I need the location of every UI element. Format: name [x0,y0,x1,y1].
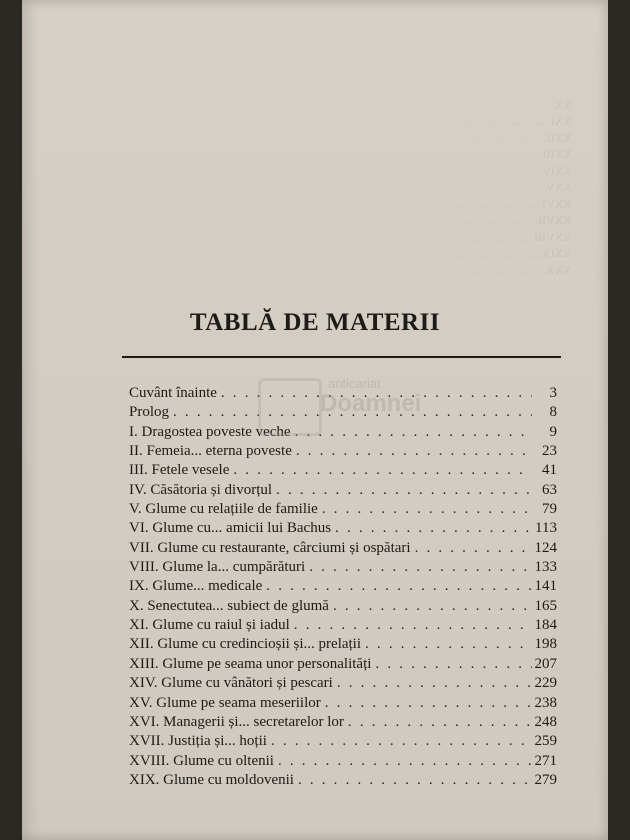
dot-leader [333,598,532,615]
toc-entry-page-number: 141 [534,578,557,595]
toc-entry-title: XIII. Glume pe seama unor personalități [129,655,372,672]
toc-entry-title: XV. Glume pe seama meseriilor [129,694,321,711]
toc-entry [129,617,557,636]
toc-entry-title: XVI. Managerii și... secretarelor lor [129,713,344,730]
toc-entry [129,462,557,481]
toc-entry-page-number: 23 [542,443,557,460]
toc-entry [129,424,557,443]
toc-entry-title: XII. Glume cu credincioșii și... prelații [129,636,362,653]
toc-entry-page-number: 165 [534,597,557,614]
toc-entry-page-number: 207 [534,655,557,672]
toc-entry-page-number: 229 [534,675,557,692]
toc-entry-page-number: 63 [542,481,557,498]
dot-leader [337,675,532,692]
toc-entry-page-number: 279 [534,771,557,788]
toc-entry [129,656,557,675]
toc-entry-page-number: 238 [534,694,557,711]
toc-entry [129,753,557,772]
toc-entry-title: XI. Glume cu raiul și iadul [129,617,290,634]
toc-entry [129,578,557,597]
toc-entry-title: XIX. Glume cu moldovenii [129,771,294,788]
toc-entry-title: IV. Căsătoria și divorțul [129,481,273,498]
dot-leader [415,540,532,557]
toc-entry-title: XIV. Glume cu vânători și pescari [129,675,333,692]
dot-leader [271,733,532,750]
toc-entry [129,772,557,791]
toc-entry [129,733,557,752]
watermark-top-text: anticariat [328,376,381,391]
show-through-text: XX. . . . . . . . . . . . . . . . XXI. . . . . . . . . . . . . . . . XXII. . . . . . . . . . . . . . . XXIII. . . . . . . . . . . . . . . XXIV. . . . . . . . . . . . . . . XXV. . . . . . . . . . . . . . . . XXVI. . . . . . . . . . . . . . . XXVII. . . . . . . . . . . . . . . XXVIII. . . . . . . . . . . . . . XXIX. . . . . . . . . . . . . . . XXX. . . . . . . . . . . . . . . . [451,97,572,277]
dot-leader [322,501,532,518]
dot-leader [309,559,531,576]
dot-leader [173,404,532,421]
toc-entry-title: Prolog [129,404,170,421]
toc-entry [129,385,557,404]
dot-leader [221,385,532,402]
table-of-contents [129,385,557,791]
toc-entry [129,482,557,501]
dot-leader [295,424,532,441]
toc-entry-page-number: 79 [542,501,557,518]
dot-leader [365,636,531,653]
dot-leader [335,520,532,537]
toc-entry [129,695,557,714]
dot-leader [375,656,531,673]
toc-entry-title: II. Femeia... eterna poveste [129,443,292,460]
toc-entry [129,404,557,423]
toc-entry-page-number: 41 [542,462,557,479]
page-title: TABLĂ DE MATERII [189,309,441,336]
toc-entry-title: VII. Glume cu restaurante, cârciumi și ospătari [129,539,411,556]
dot-leader [325,695,532,712]
toc-entry [129,443,557,462]
dot-leader [298,772,532,789]
toc-entry-title: Cuvânt înainte [129,385,217,401]
toc-entry [129,520,557,539]
book-page [22,0,608,840]
toc-entry-title: III. Fetele vesele [129,462,230,479]
toc-entry-page-number: 271 [534,752,557,769]
dot-leader [278,753,532,770]
toc-entry-page-number: 248 [534,713,557,730]
toc-entry [129,636,557,655]
toc-entry-title: X. Senectutea... subiect de glumă [129,597,329,614]
toc-entry-page-number: 184 [534,617,557,634]
toc-entry [129,714,557,733]
toc-entry [129,598,557,617]
dot-leader [266,578,531,595]
toc-entry [129,540,557,559]
toc-entry-title: I. Dragostea poveste veche [129,423,291,440]
toc-entry-page-number: 9 [549,423,557,440]
toc-entry-page-number: 113 [535,520,557,537]
toc-entry-page-number: 8 [549,404,557,421]
dot-leader [296,443,532,460]
toc-entry-page-number: 133 [534,559,557,576]
title-rule [122,356,561,358]
toc-entry-title: VI. Glume cu... amicii lui Bachus [129,520,332,537]
toc-entry-title: VIII. Glume la... cumpărături [129,559,306,576]
toc-entry-page-number: 124 [534,539,557,556]
dot-leader [276,482,532,499]
toc-entry-title: IX. Glume... medicale [129,578,263,595]
toc-entry [129,675,557,694]
watermark-bottom-text: Doamnei [320,390,422,417]
toc-entry [129,501,557,520]
toc-entry-page-number: 259 [534,733,557,750]
dot-leader [233,462,532,479]
toc-entry-title: XVII. Justiția și... hoții [129,733,267,750]
toc-entry-page-number: 198 [534,636,557,653]
dot-leader [348,714,532,731]
dot-leader [294,617,532,634]
toc-entry-title: XVIII. Glume cu oltenii [129,752,274,769]
toc-entry-page-number: 3 [549,385,557,401]
toc-entry-title: V. Glume cu relațiile de familie [129,501,318,518]
toc-entry [129,559,557,578]
